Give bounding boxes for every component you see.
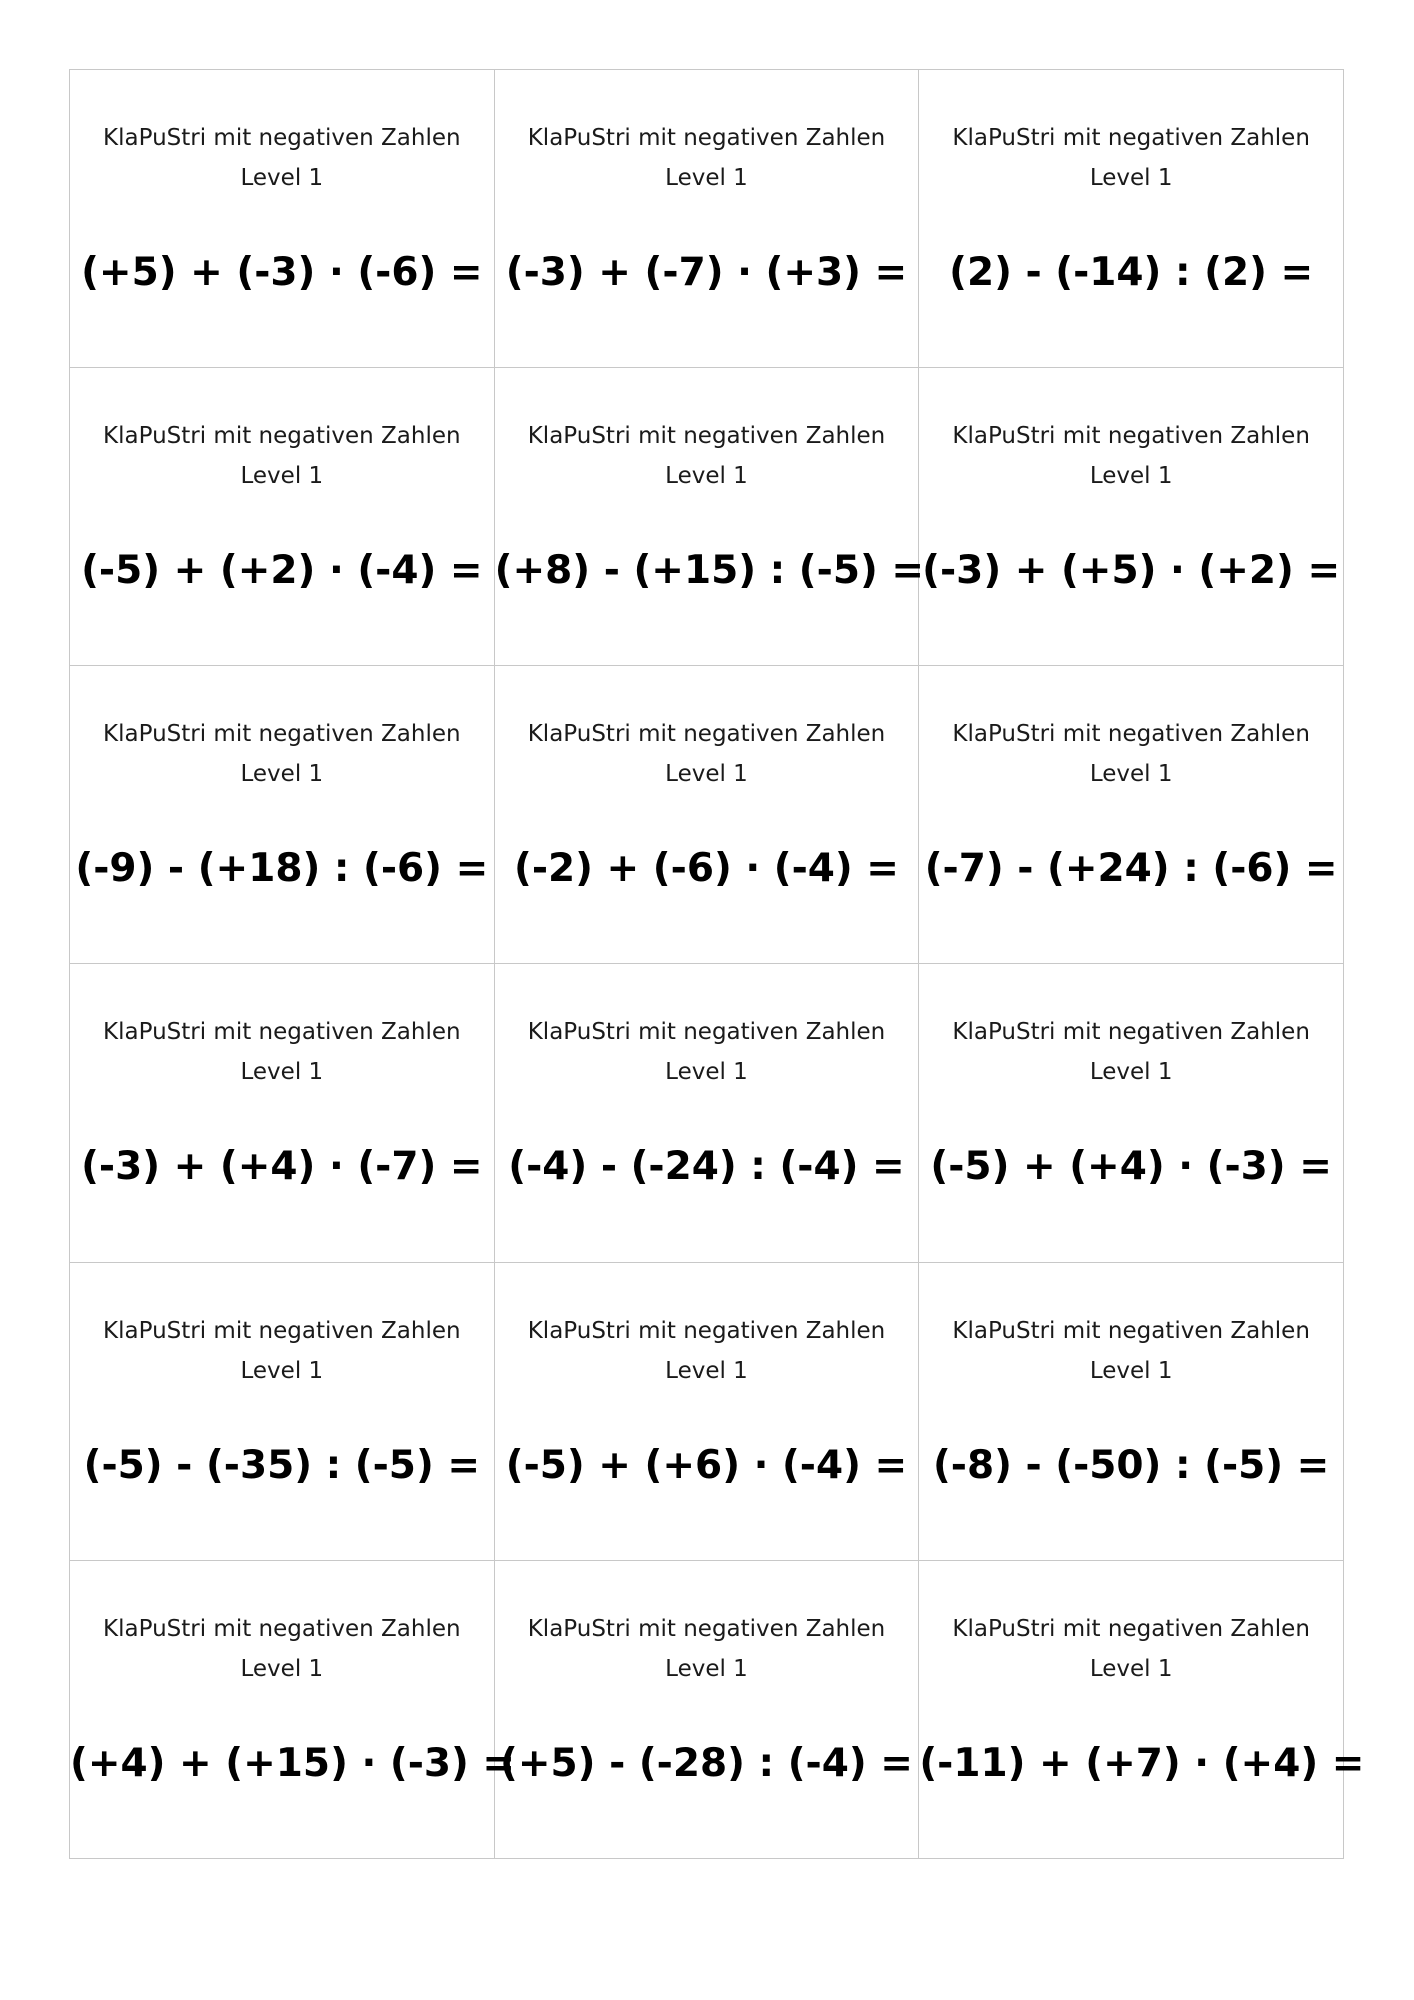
task-card bbox=[70, 1263, 495, 1561]
task-card bbox=[495, 1263, 920, 1561]
task-card bbox=[919, 70, 1344, 368]
task-card bbox=[495, 964, 920, 1262]
task-card bbox=[70, 1561, 516, 1859]
card-expression: (+8) - (+15) : (-5) = bbox=[494, 548, 925, 594]
card-expression: (-3) + (-7) · (+3) = bbox=[505, 250, 908, 295]
card-expression: (-3) + (+5) · (+2) = bbox=[922, 548, 1341, 594]
card-level: Level 1 bbox=[1089, 761, 1173, 788]
card-title: KlaPuStri mit negativen Zahlen bbox=[527, 423, 886, 450]
card-expression: (+5) - (-28) : (-4) = bbox=[500, 1740, 913, 1786]
card-level: Level 1 bbox=[665, 165, 748, 191]
card-level: Level 1 bbox=[240, 1655, 324, 1682]
card-title: KlaPuStri mit negativen Zahlen bbox=[527, 721, 886, 748]
card-title: KlaPuStri mit negativen Zahlen bbox=[952, 1019, 1310, 1046]
card-title: KlaPuStri mit negativen Zahlen bbox=[103, 1019, 461, 1046]
card-title: KlaPuStri mit negativen Zahlen bbox=[952, 125, 1310, 151]
card-level: Level 1 bbox=[1089, 165, 1173, 191]
task-card bbox=[70, 666, 495, 964]
task-card bbox=[919, 964, 1344, 1262]
task-card bbox=[495, 70, 920, 368]
card-title: KlaPuStri mit negativen Zahlen bbox=[103, 125, 461, 151]
card-expression: (-4) - (-24) : (-4) = bbox=[508, 1144, 905, 1190]
card-title: KlaPuStri mit negativen Zahlen bbox=[527, 1019, 886, 1046]
card-level: Level 1 bbox=[665, 463, 748, 490]
card-expression: (-7) - (+24) : (-6) = bbox=[924, 846, 1338, 892]
task-card bbox=[919, 368, 1344, 666]
card-title: KlaPuStri mit negativen Zahlen bbox=[952, 721, 1310, 748]
card-expression: (+4) + (+15) · (-3) = bbox=[70, 1740, 516, 1786]
card-level: Level 1 bbox=[1089, 1059, 1173, 1086]
card-expression: (-8) - (-50) : (-5) = bbox=[932, 1442, 1330, 1488]
task-card bbox=[70, 368, 495, 666]
task-card bbox=[495, 1561, 920, 1859]
card-title: KlaPuStri mit negativen Zahlen bbox=[527, 1615, 886, 1642]
card-expression: (-2) + (-6) · (-4) = bbox=[514, 846, 899, 892]
card-title: KlaPuStri mit negativen Zahlen bbox=[103, 721, 461, 748]
task-card bbox=[494, 368, 925, 666]
card-title: KlaPuStri mit negativen Zahlen bbox=[103, 1317, 461, 1344]
card-level: Level 1 bbox=[665, 1059, 748, 1086]
card-level: Level 1 bbox=[240, 165, 324, 191]
card-expression: (-5) + (+2) · (-4) = bbox=[81, 548, 483, 594]
card-expression: (-5) + (+4) · (-3) = bbox=[930, 1144, 1332, 1190]
task-card bbox=[919, 1561, 1365, 1859]
card-title: KlaPuStri mit negativen Zahlen bbox=[527, 125, 886, 151]
task-card bbox=[70, 70, 495, 368]
card-expression: (-9) - (+18) : (-6) = bbox=[75, 846, 489, 892]
card-level: Level 1 bbox=[1089, 1357, 1173, 1384]
card-grid bbox=[69, 69, 1365, 1859]
task-card bbox=[919, 666, 1344, 964]
card-expression: (+5) + (-3) · (-6) = bbox=[81, 250, 483, 295]
card-expression: (2) - (-14) : (2) = bbox=[949, 250, 1314, 295]
card-title: KlaPuStri mit negativen Zahlen bbox=[103, 1615, 461, 1642]
task-card bbox=[70, 964, 495, 1262]
task-card bbox=[495, 666, 920, 964]
card-level: Level 1 bbox=[240, 1059, 324, 1086]
card-expression: (-3) + (+4) · (-7) = bbox=[81, 1144, 483, 1190]
card-level: Level 1 bbox=[240, 1357, 324, 1384]
card-title: KlaPuStri mit negativen Zahlen bbox=[952, 1317, 1310, 1344]
card-level: Level 1 bbox=[1089, 1655, 1173, 1682]
card-level: Level 1 bbox=[240, 761, 324, 788]
card-level: Level 1 bbox=[665, 1655, 748, 1682]
card-expression: (-5) + (+6) · (-4) = bbox=[505, 1442, 908, 1488]
card-level: Level 1 bbox=[665, 1357, 748, 1384]
card-expression: (-5) - (-35) : (-5) = bbox=[83, 1442, 481, 1488]
task-card bbox=[919, 1263, 1344, 1561]
card-title: KlaPuStri mit negativen Zahlen bbox=[952, 1615, 1310, 1642]
card-expression: (-11) + (+7) · (+4) = bbox=[919, 1740, 1365, 1786]
card-title: KlaPuStri mit negativen Zahlen bbox=[527, 1317, 886, 1344]
card-level: Level 1 bbox=[665, 761, 748, 788]
card-level: Level 1 bbox=[1089, 463, 1173, 490]
card-level: Level 1 bbox=[240, 463, 324, 490]
card-title: KlaPuStri mit negativen Zahlen bbox=[103, 423, 461, 450]
card-title: KlaPuStri mit negativen Zahlen bbox=[952, 423, 1310, 450]
